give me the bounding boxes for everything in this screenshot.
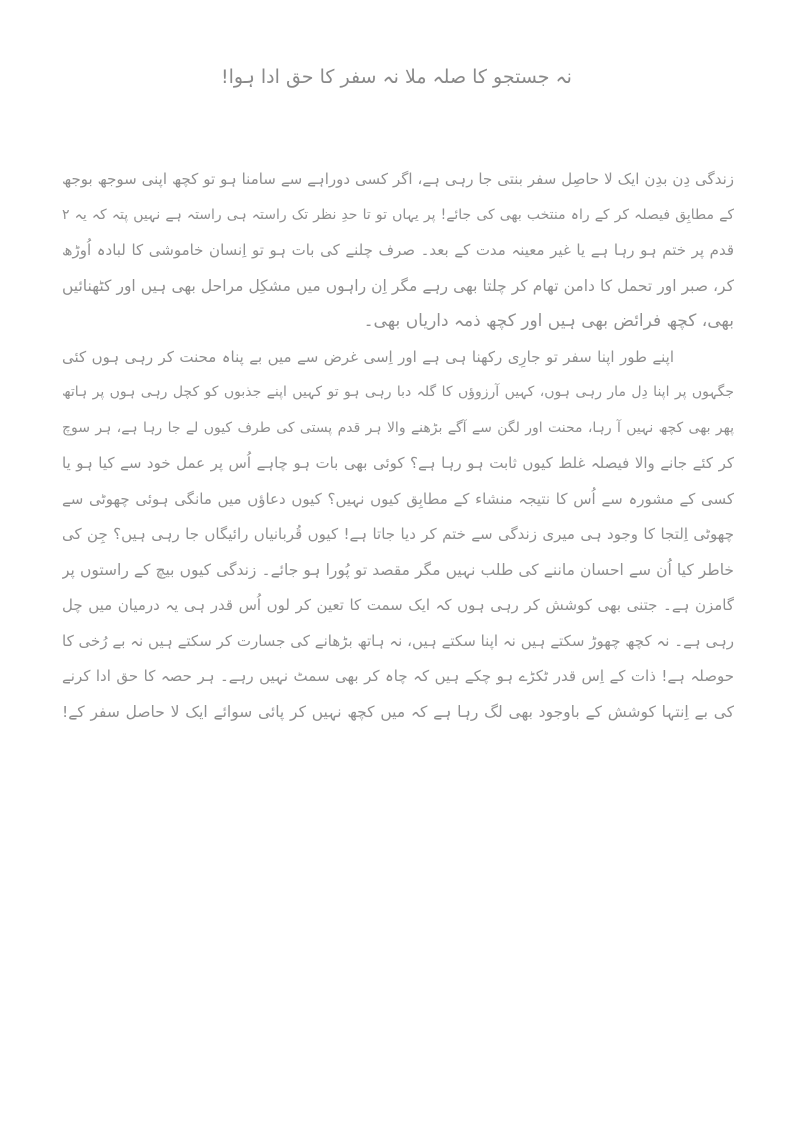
text-line: خاطر کیا اُن سے احسان ماننے کی طلب نہیں مگر مقصد تو پُورا ہو جائے۔ زندگی کیوں بیچ کے راستوں پر <box>62 560 734 579</box>
text-line: کسی کے مشورہ سے اُس کا نتیجہ منشاء کے مطابِق کیوں نہیں؟ کیوں دعاؤں میں مانگی ہوئی چھوٹی سے <box>62 489 734 508</box>
paragraph-1 <box>62 162 734 340</box>
text-line: قدم پر ختم ہو رہا ہے یا غیر معینہ مدت کے بعد۔ صرف چلنے کی بات ہو تو اِنسان خاموشی کا لبادہ اُوڑھ <box>62 241 734 259</box>
text-line: اپنے طور اپنا سفر تو جارِی رکھنا ہی ہے اور اِسی غرض سے میں بے پناہ محنت کر رہی ہوں کئی <box>62 347 674 366</box>
text-line: پھر بھی کچھ نہیں آ رہا، محنت اور لگن سے آگے بڑھنے والا ہر قدم پستی کی طرف کیوں لے جا رہا ہے، ہر سوچ <box>62 419 734 436</box>
document-body <box>62 162 734 730</box>
text-line: بھی، کچھ فرائض بھی ہیں اور کچھ ذمہ داریاں بھی۔ <box>363 311 734 331</box>
text-line: کے مطابِق فیصلہ کر کے راہ منتخب بھی کی جائے! پر یہاں تو تا حدِ نظر تک راستہ ہی راستہ ہے نہیں پتہ کہ یہ ۲ <box>62 206 734 223</box>
text-line: کی بے اِنتہا کوشش کے باوجود بھی لگ رہا ہے کہ میں کچھ نہیں کر پائی سوائے ایک لا حاصل سفر کے! <box>62 702 734 721</box>
text-line: رہی ہے۔ نہ کچھ چھوڑ سکتے ہیں نہ اپنا سکتے ہیں، نہ ہاتھ بڑھانے کی جسارت کر سکتے ہیں نہ بے رُخی کا <box>62 631 734 650</box>
document-title: نہ جستجو کا صلہ ملا نہ سفر کا حق ادا ہوا! <box>221 66 572 88</box>
text-line: چھوٹی اِلتجا کا وجود ہی میری زندگی سے ختم کر دیا جاتا ہے! کیوں قُربانیاں رائیگاں جا رہی ہیں؟ جِن کی <box>62 525 734 543</box>
text-line: کر کئے جانے والا فیصلہ غلط کیوں ثابت ہو رہا ہے؟ کوئی بھی بات ہو چاہے اُس پر عمل خود سے کیا ہو یا <box>62 454 734 472</box>
text-line: کر، صبر اور تحمل کا دامن تھام کر چلتا بھی رہے مگر اِن راہوں میں مشکِل مراحل بھی ہیں اور کٹھنائیں <box>62 276 734 295</box>
text-line: جگہوں پر اپنا دِل مار رہی ہوں، کہیں آرزوؤں کا گلہ دبا رہی ہو تو کہیں اپنے جذبوں کو کچل رہی ہوں پر ہاتھ <box>62 384 734 400</box>
text-line: زندگی دِن بدِن ایک لا حاصِل سفر بنتی جا رہی ہے، اگر کسی دوراہے سے سامنا ہو تو کچھ اپنی سوجھ بوجھ <box>62 170 734 188</box>
text-line: حوصلہ ہے! ذات کے اِس قدر ٹکڑے ہو چکے ہیں کہ چاہ کر بھی سمٹ نہیں رہے۔ ہر حصہ کا حق ادا کرنے <box>62 667 734 685</box>
text-line: گامزن ہے۔ جتنی بھی کوشش کر رہی ہوں کہ ایک سمت کا تعین کر لوں اُس قدر ہی یہ درمیان میں چل <box>62 596 734 614</box>
paragraph-2 <box>62 340 734 731</box>
